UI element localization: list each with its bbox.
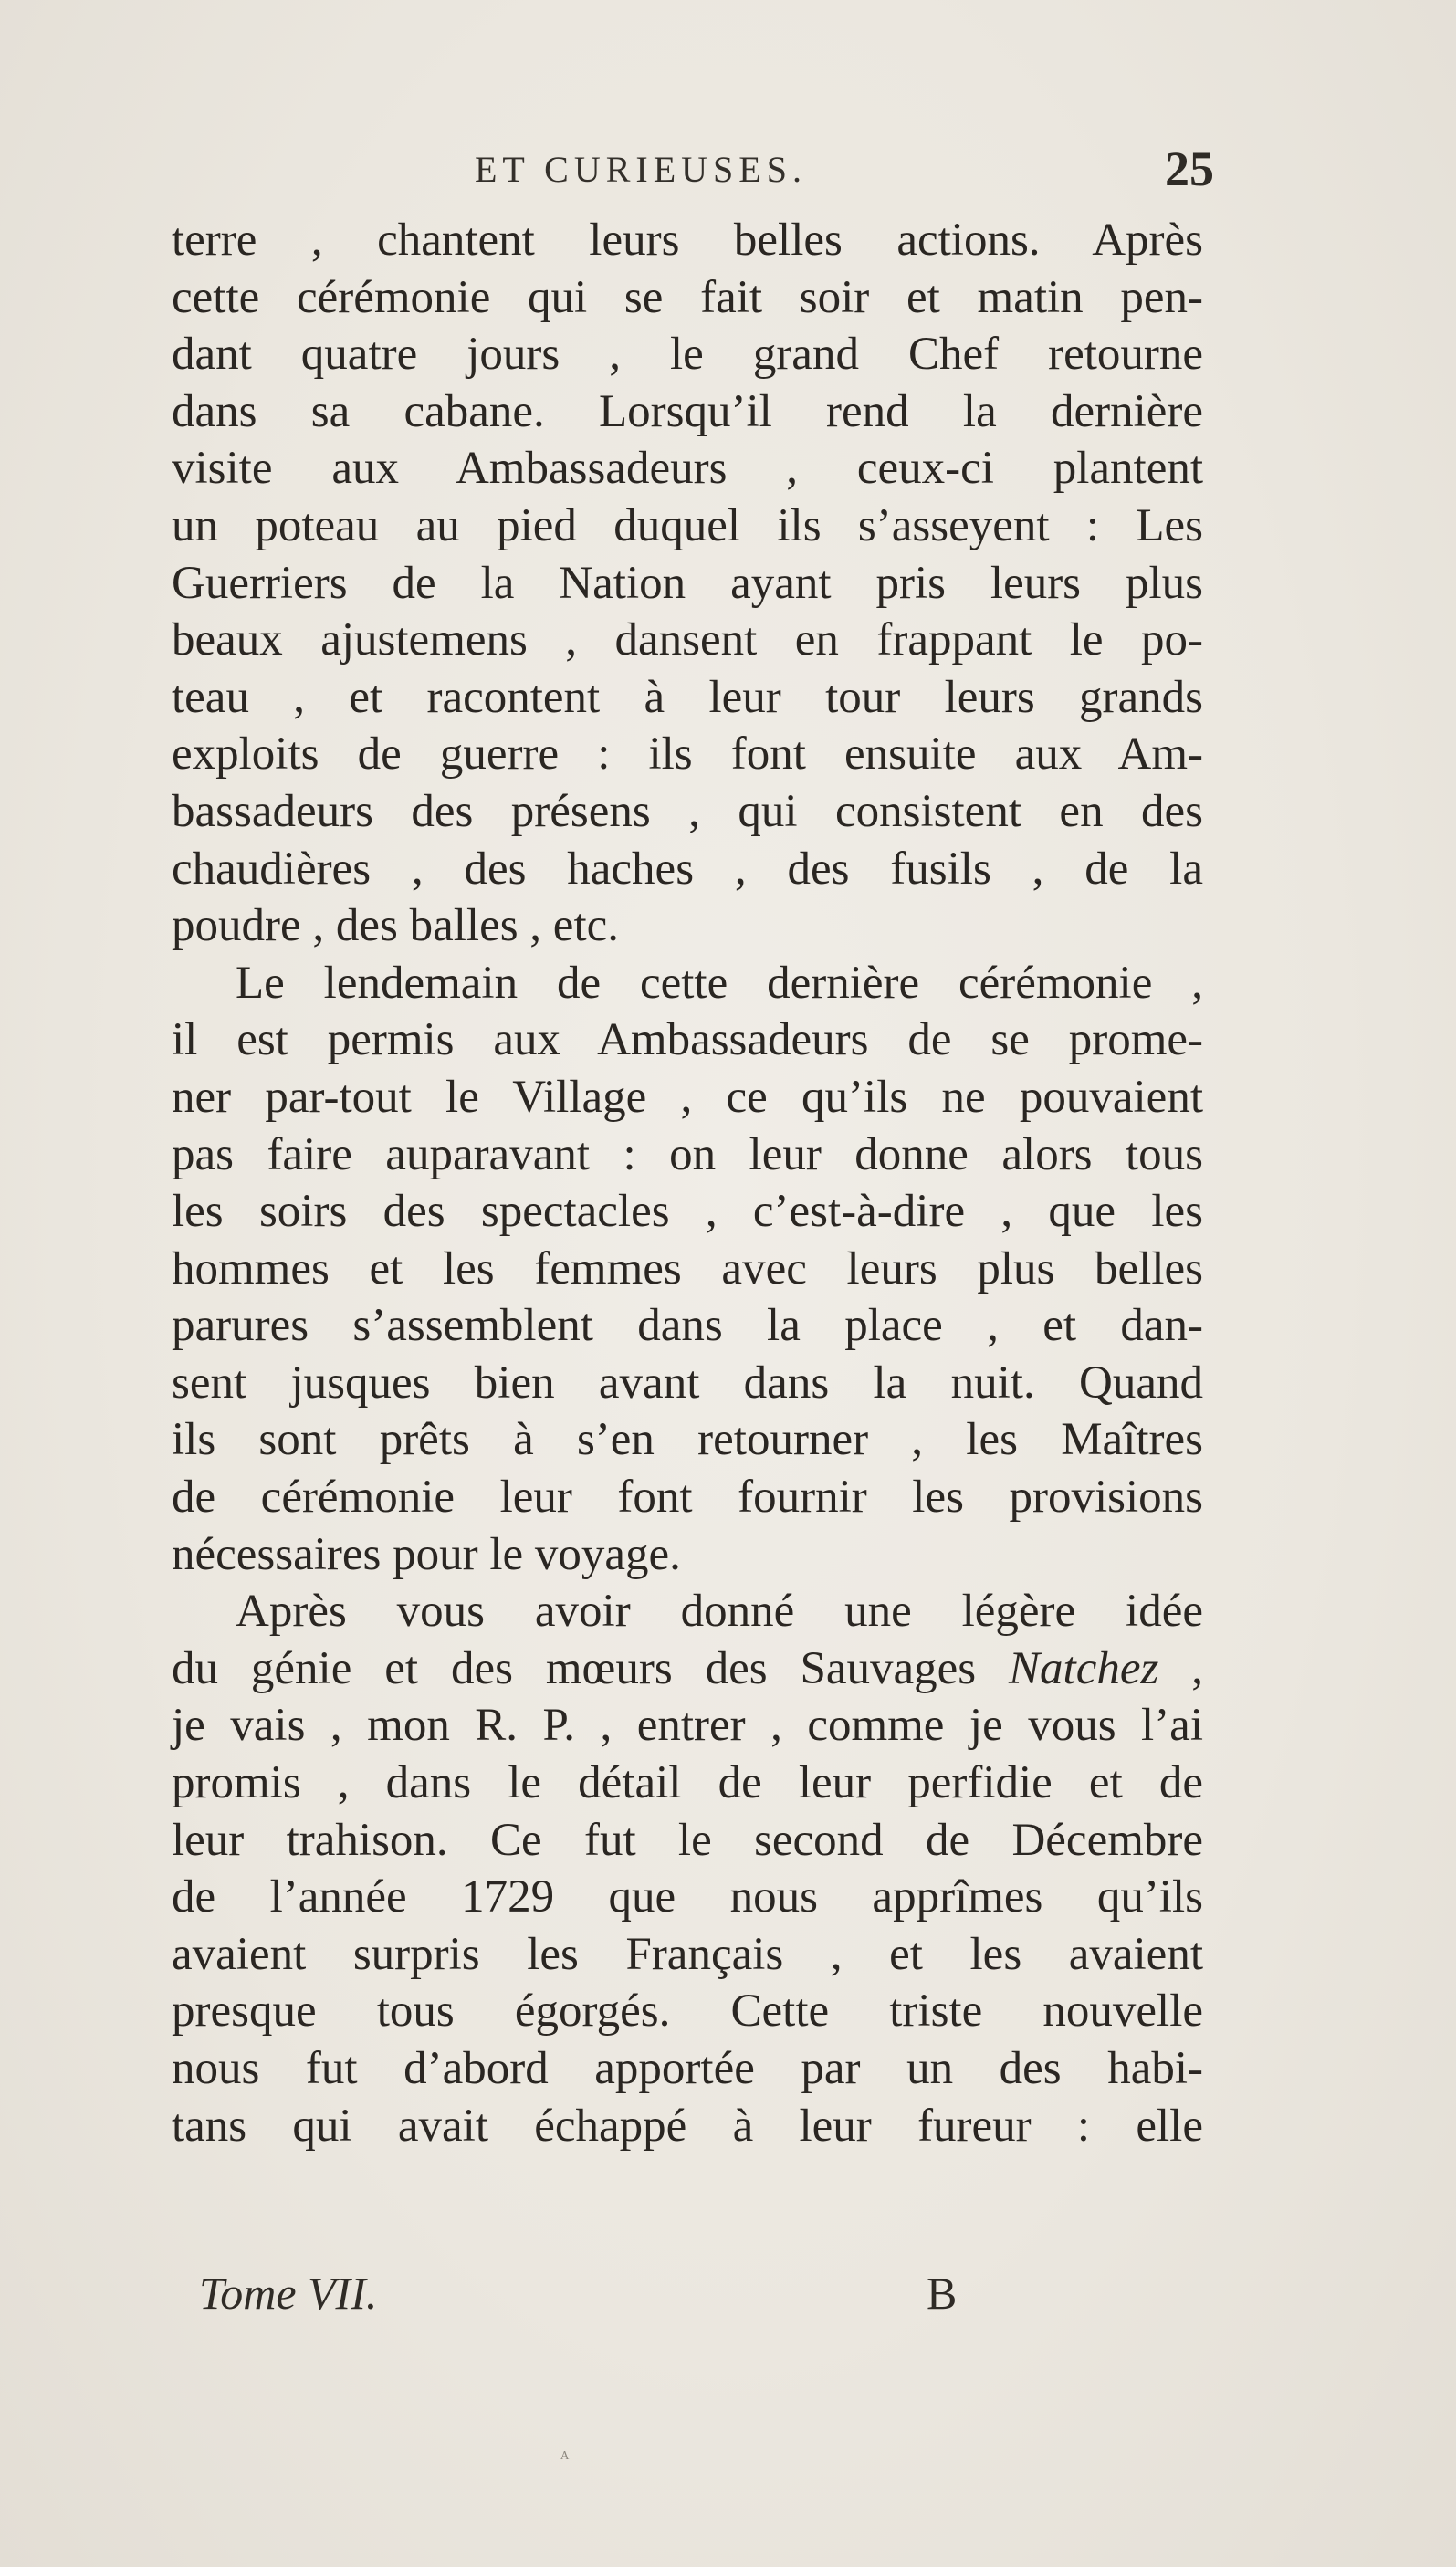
text-line: ils sont prêts à s’en retourner , les Maîtres — [172, 1414, 1203, 1466]
text-line: sent jusques bien avant dans la nuit. Quand — [172, 1357, 1203, 1409]
text-line: beaux ajustemens , dansent en frappant le po- — [172, 614, 1203, 666]
volume-signature: Tome VII. — [199, 2268, 378, 2319]
page-footer — [173, 2267, 1205, 2321]
text-line: du génie et des mœurs des Sauvages Natchez , — [172, 1642, 1204, 1694]
ink-speck: ᴬ — [560, 2447, 570, 2469]
text-line: parures s’assemblent dans la place , et dan- — [172, 1300, 1203, 1352]
text-line: Après vous avoir donné une légère idée — [236, 1586, 1203, 1638]
text-line: poudre , des balles , etc. — [172, 900, 620, 952]
page-number: 25 — [1165, 141, 1214, 196]
text-line: un poteau au pied duquel ils s’asseyent : Les — [172, 499, 1203, 551]
text-line: dant quatre jours , le grand Chef retourne — [172, 329, 1203, 381]
text-line: avaient surpris les Français , et les avaient — [172, 1928, 1203, 1980]
text-line: pas faire auparavant : on leur donne alors tous — [172, 1128, 1203, 1180]
signature-letter: B — [927, 2268, 958, 2319]
text-line: Le lendemain de cette dernière cérémonie , — [236, 957, 1203, 1009]
text-line: tans qui avait échappé à leur fureur : elle — [172, 2100, 1203, 2152]
text-line: leur trahison. Ce fut le second de Décembre — [172, 1814, 1203, 1866]
running-head: ET CURIEUSES. — [475, 149, 807, 190]
text-line: chaudières , des haches , des fusils , de la — [172, 843, 1203, 895]
italic-word-natchez: Natchez — [1009, 1642, 1159, 1694]
text-line: il est permis aux Ambassadeurs de se prome- — [172, 1014, 1203, 1066]
text-line: de cérémonie leur font fournir les provisions — [172, 1472, 1203, 1524]
text-line: cette cérémonie qui se fait soir et matin pen- — [172, 271, 1203, 323]
text-line: de l’année 1729 que nous apprîmes qu’ils — [172, 1871, 1203, 1923]
text-line: visite aux Ambassadeurs , ceux-ci plantent — [172, 443, 1203, 495]
text-line: terre , chantent leurs belles actions. Après — [172, 215, 1203, 266]
body-text — [172, 212, 1203, 2154]
text-line: presque tous égorgés. Cette triste nouvelle — [172, 1985, 1203, 2038]
text-line: promis , dans le détail de leur perfidie et de — [172, 1757, 1203, 1809]
text-line: ner par-tout le Village , ce qu’ils ne pouvaient — [172, 1071, 1203, 1123]
text-line: bassadeurs des présens , qui consistent en des — [172, 785, 1203, 837]
text-line: Guerriers de la Nation ayant pris leurs plus — [172, 557, 1203, 609]
text-line: dans sa cabane. Lorsqu’il rend la dernière — [172, 385, 1203, 437]
text-line: exploits de guerre : ils font ensuite aux Am- — [172, 728, 1203, 781]
text-line: hommes et les femmes avec leurs plus belles — [172, 1242, 1203, 1294]
text-line: je vais , mon R. P. , entrer , comme je vous l’ai — [172, 1700, 1203, 1752]
page-header — [173, 141, 1214, 199]
text-line: nous fut d’abord apportée par un des habi- — [172, 2043, 1203, 2094]
text-line: les soirs des spectacles , c’est-à-dire , que les — [172, 1186, 1203, 1238]
text-line: teau , et racontent à leur tour leurs grands — [172, 671, 1203, 723]
text-line: nécessaires pour le voyage. — [172, 1528, 681, 1580]
